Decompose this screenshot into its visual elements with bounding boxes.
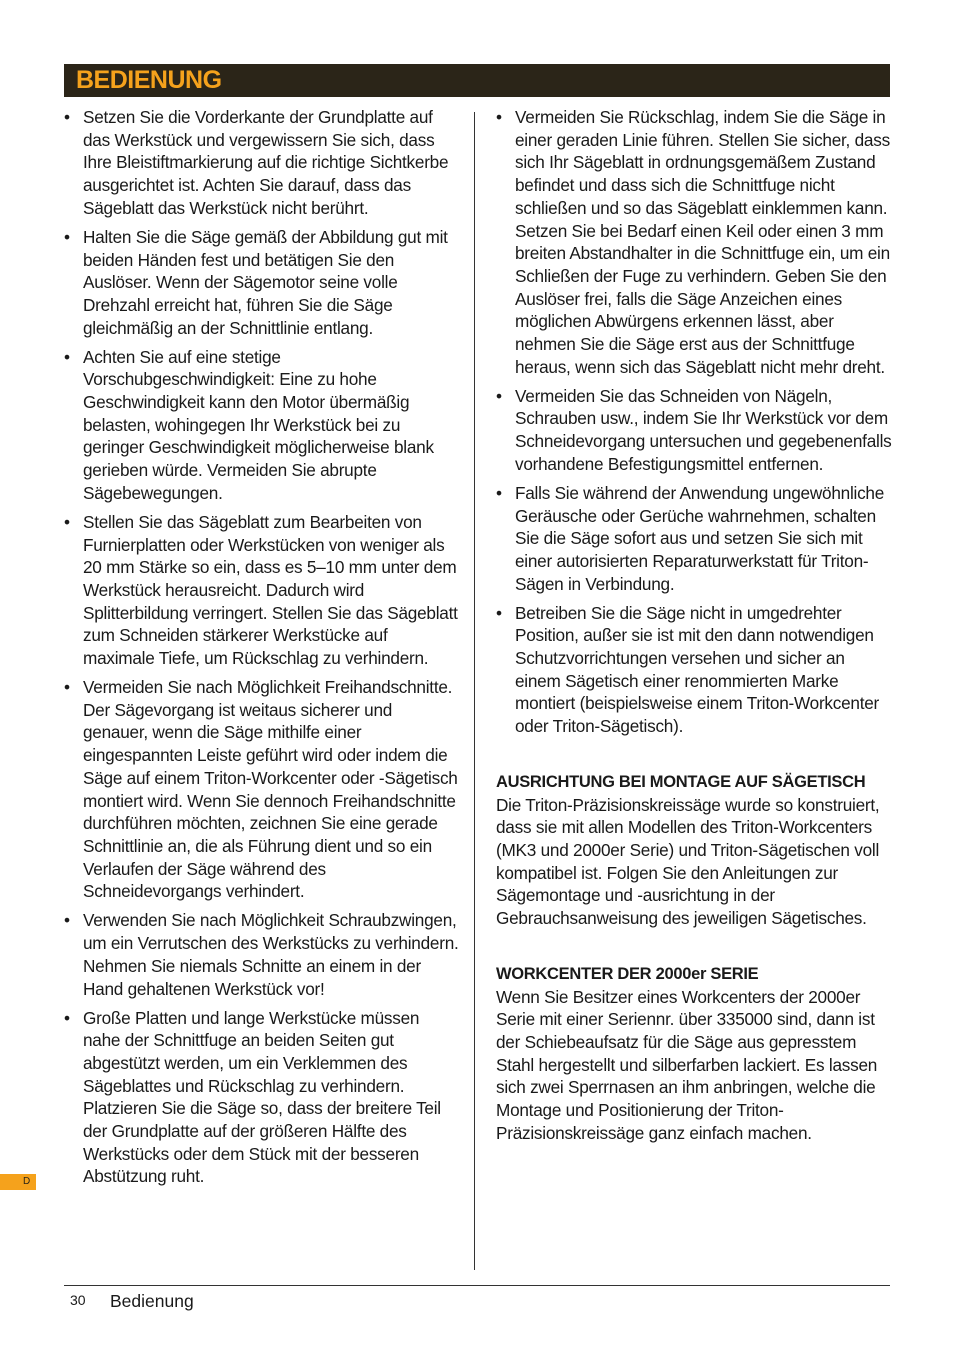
bullet-icon: • (496, 107, 502, 127)
section-body-workcenter: Wenn Sie Besitzer eines Workcenters der 2000er Serie mit einer Seriennr. über 335000 sind, dann ist der Schiebeaufsatz für die Säge aus gepresstem Stahl hergestellt und silberfarben lackiert. Es lassen sich zwei Sperrnasen an ihm anbringen, welche die Montage und Positionierung der Triton-Präzisionskreissäge ganz einfach machen. (496, 986, 878, 1143)
footer-section-label: Bedienung (110, 1291, 194, 1311)
list-item (64, 511, 460, 670)
page-title: BEDIENUNG (76, 66, 222, 94)
list-item-text: Große Platten und lange Werkstücke müssen nahe der Schnittfuge an beiden Seiten gut abgestützt werden, um ein Verklemmen des Sägeblattes und Rückschlag zu verhindern. Platzieren Sie die Säge so, dass der breitere Teil der Grundplatte auf der größeren Hälfte des Werkstücks oder dem Stück mit der besseren Abstützung ruht. (83, 1007, 441, 1187)
footer-rule (64, 1285, 890, 1286)
list-item-text: Vermeiden Sie das Schneiden von Nägeln, Schrauben usw., indem Sie Ihr Werkstück vor dem Schneidevorgang untersuchen und gegebenenfalls vorhandene Befestigungsmittel entfernen. (515, 385, 892, 474)
right-column (496, 106, 892, 1144)
bullet-icon: • (496, 482, 502, 503)
list-item-text: Halten Sie die Säge gemäß der Abbildung gut mit beiden Händen fest und betätigen Sie den Auslöser. Wenn der Sägemotor seine volle Drehzahl erreicht hat, führen Sie die Säge gleichmäßig an der Schnittlinie entlang. (83, 226, 448, 338)
list-item-text: Vermeiden Sie nach Möglichkeit Freihandschnitte. Der Sägevorgang ist weitaus sicherer und genauer, wenn die Säge mithilfe einer eingespannten Leiste geführt wird oder indem die Säge auf einem Triton-Workcenter oder -Sägetisch montiert wird. Wenn Sie dennoch Freihandschnitte durchführen möchten, zeichnen Sie eine gerade Schnittlinie an, die als Führung dient und so ein Verlaufen der Säge während des Schneidevorgangs verhindert. (83, 677, 458, 902)
column-divider (474, 112, 475, 1270)
left-bullet-list (64, 106, 460, 1188)
list-item (64, 1007, 460, 1189)
bullet-icon: • (64, 107, 70, 127)
list-item (496, 482, 892, 596)
list-item (64, 909, 460, 1000)
bullet-icon: • (64, 226, 70, 247)
list-item-text: Stellen Sie das Sägeblatt zum Bearbeiten von Furnierplatten oder Werkstücken von weniger als 20 mm Stärke so ein, dass es 5–10 mm unter dem Werkstück herausreicht. Dadurch wird Splitterbildung verringert. Stellen Sie das Sägeblatt zum Schneiden stärkerer Werkstücke auf maximale Tiefe, um Rückschlag zu verhindern. (83, 511, 458, 669)
list-item-text: Betreiben Sie die Säge nicht in umgedrehter Position, außer sie ist mit den dann notwendigen Schutzvorrichtungen versehen und sicher an einem Sägetisch einer renommierten Marke montiert (beispielsweise einem Triton-Workcenter oder Triton-Sägetisch). (515, 602, 880, 737)
bullet-icon: • (496, 602, 502, 623)
language-tab (0, 1174, 36, 1190)
bullet-icon: • (496, 385, 502, 406)
bullet-icon: • (64, 1007, 70, 1028)
bullet-icon: • (64, 677, 70, 698)
header-bar (64, 64, 890, 97)
bullet-icon: • (64, 511, 70, 532)
bullet-icon: • (64, 346, 70, 367)
list-item-text: Setzen Sie die Vorderkante der Grundplatte auf das Werkstück und vergewissern Sie sich, dass Ihre Bleistiftmarkierung auf die richtige Sichtkerbe ausgerichtet ist. Achten Sie darauf, dass das Sägeblatt das Werkstück nicht berührt. (83, 107, 449, 218)
list-item (64, 226, 460, 340)
list-item (64, 346, 460, 505)
list-item-text: Verwenden Sie nach Möglichkeit Schraubzwingen, um ein Verrutschen des Werkstücks zu verhindern. Nehmen Sie niemals Schnitte an einem in der Hand gehaltenen Werkstück vor! (83, 910, 459, 999)
left-column (64, 106, 460, 1194)
section-body-saegetisch: Die Triton-Präzisionskreissäge wurde so konstruiert, dass sie mit allen Modellen des Triton-Workcenters (MK3 und 2000er Serie) und Triton-Sägetischen voll kompatibel ist. Folgen Sie den Anleitungen zur Sägemontage und -ausrichtung in der Gebrauchsanweisung des jeweiligen Sägetisches. (496, 794, 880, 929)
right-bullet-list (496, 106, 892, 738)
section-heading-saegetisch: AUSRICHTUNG BEI MONTAGE AUF SÄGETISCH (496, 772, 866, 791)
bullet-icon: • (64, 910, 70, 931)
list-item (496, 385, 892, 476)
list-item-text: Achten Sie auf eine stetige Vorschubgeschwindigkeit: Eine zu hohe Geschwindigkeit kann den Motor übermäßig belasten, wohingegen Ihr Werkstück bei zu geringer Geschwindigkeit möglicherweise blank gerieben würde. Vermeiden Sie abrupte Sägebewegungen. (83, 346, 434, 503)
list-item (496, 602, 892, 738)
list-item (64, 106, 460, 220)
list-item-text: Falls Sie während der Anwendung ungewöhnliche Geräusche oder Gerüche wahrnehmen, schalten Sie die Säge sofort aus und setzen Sie sich mit einer autorisierten Reparaturwerkstatt für Triton-Sägen in Verbindung. (515, 482, 885, 594)
section-heading-workcenter: WORKCENTER DER 2000er SERIE (496, 964, 759, 983)
list-item (496, 106, 892, 378)
list-item (64, 676, 460, 903)
language-tab-label: D (23, 1176, 31, 1187)
list-item-text: Vermeiden Sie Rückschlag, indem Sie die Säge in einer geraden Linie führen. Stellen Sie sicher, dass sich Ihr Sägeblatt in ordnungsgemäßem Zustand befindet und dass sich die Schnittfuge nicht schließen und so das Sägeblatt einklemmen kann. Setzen Sie bei Bedarf einen Keil oder einen 3 mm breiten Abstandhalter in die Schnittfuge ein, um ein Schließen der Fuge zu verhindern. Geben Sie den Auslöser frei, falls die Säge Anzeichen eines möglichen Abwürgens erkennen lässt, aber nehmen Sie die Säge erst aus der Schnittfuge heraus, wenn sich das Sägeblatt nicht mehr dreht. (515, 107, 890, 377)
page-number: 30 (70, 1292, 86, 1308)
